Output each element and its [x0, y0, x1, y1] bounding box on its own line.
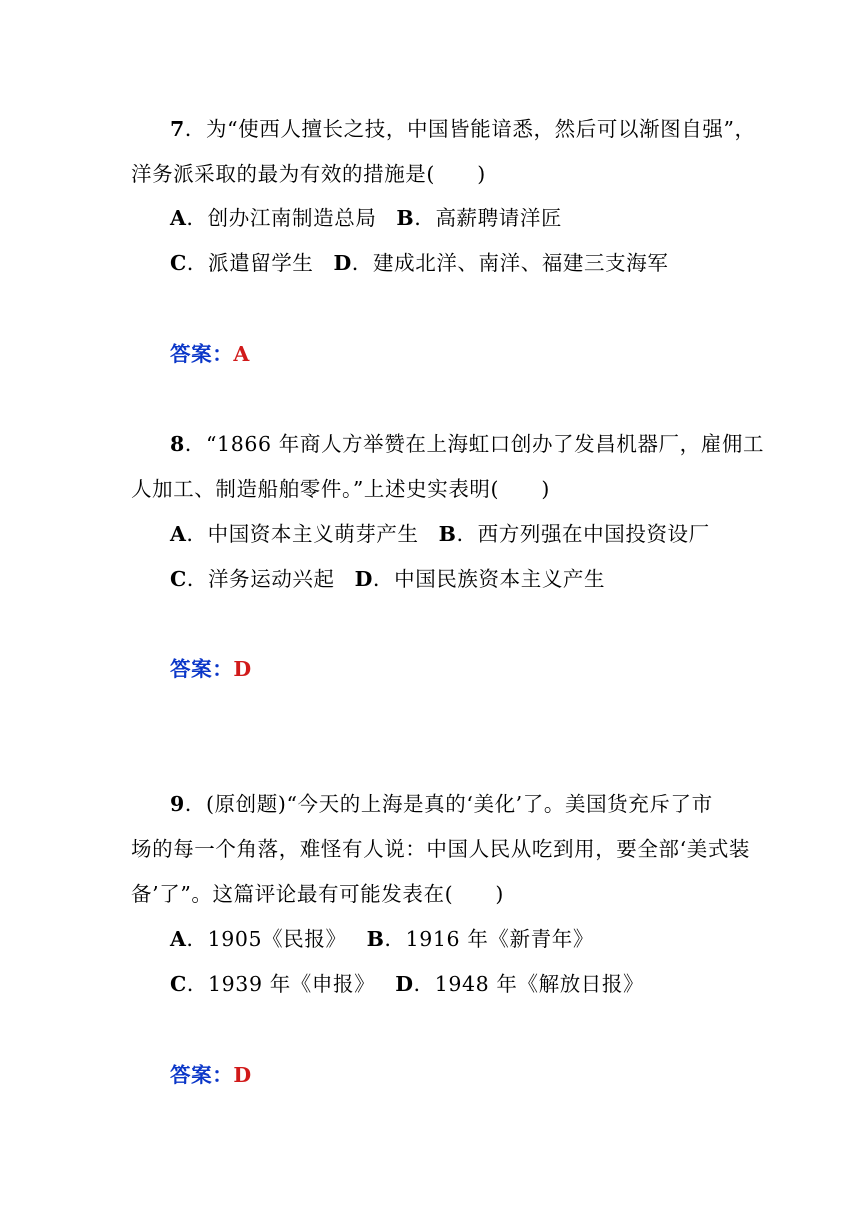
option-letter: A [170, 206, 187, 230]
option-letter: B [438, 522, 457, 546]
question-7-options-row-2 [170, 249, 668, 277]
option-text: ．1939 年《申报》 [186, 972, 376, 996]
question-9-line-1 [170, 790, 713, 818]
answer-label: 答案： [170, 342, 234, 366]
option-text: ．中国资本主义萌芽产生 [186, 522, 419, 546]
answer-value: A [233, 342, 250, 366]
option-text: ．高薪聘请洋匠 [414, 206, 563, 230]
option-text: ．洋务运动兴起 [186, 567, 335, 591]
question-7-line-2: 洋务派采取的最为有效的措施是( ) [131, 162, 486, 186]
question-9-line-3: 备’了”。这篇评论最有可能发表在( ) [131, 882, 504, 906]
option-text: ．1905《民报》 [186, 927, 347, 951]
option-text: ．建成北洋、南洋、福建三支海军 [351, 251, 669, 275]
question-8-options-row-1 [170, 520, 710, 548]
option-letter: C [170, 567, 187, 591]
option-letter: A [170, 927, 187, 951]
option-letter: D [354, 567, 374, 591]
option-text: ．1916 年《新青年》 [384, 927, 594, 951]
question-8-options-row-2 [170, 565, 605, 593]
question-9-line-2: 场的每一个角落，难怪有人说：中国人民从吃到用，要全部‘美式装 [131, 837, 751, 861]
option-text: ．西方列强在中国投资设厂 [456, 522, 710, 546]
question-8-answer [170, 655, 252, 683]
question-9-options-row-1 [170, 925, 594, 953]
question-text: ．“1866 年商人方举赞在上海虹口创办了发昌机器厂，雇佣工 [184, 432, 765, 456]
option-letter: B [366, 927, 385, 951]
option-letter: C [170, 972, 187, 996]
question-number: 7 [170, 117, 185, 141]
question-text: ．为“使西人擅长之技，中国皆能谙悉，然后可以渐图自强”， [184, 117, 756, 141]
question-text: ．(原创题)“今天的上海是真的‘美化’了。美国货充斥了市 [184, 792, 713, 816]
question-9-options-row-2 [170, 970, 644, 998]
question-number: 8 [170, 432, 185, 456]
option-letter: D [333, 251, 352, 275]
option-text: ．派遣留学生 [186, 251, 314, 275]
question-number: 9 [170, 792, 185, 816]
answer-value: D [233, 1063, 252, 1087]
option-text: ．创办江南制造总局 [186, 206, 377, 230]
option-text: ．中国民族资本主义产生 [373, 567, 606, 591]
question-8-line-1 [170, 430, 764, 458]
option-text: ．1948 年《解放日报》 [413, 972, 645, 996]
option-letter: B [396, 206, 415, 230]
question-7-options-row-1 [170, 204, 562, 232]
option-letter: A [170, 522, 187, 546]
answer-label: 答案： [170, 1063, 234, 1087]
question-7-line-1 [170, 115, 756, 143]
question-9-answer [170, 1061, 252, 1089]
option-letter: D [395, 972, 414, 996]
question-8-line-2: 人加工、制造船舶零件。”上述史实表明( ) [131, 477, 550, 501]
question-7-answer [170, 340, 250, 368]
answer-label: 答案： [170, 657, 234, 681]
answer-value: D [233, 657, 252, 681]
option-letter: C [170, 251, 187, 275]
